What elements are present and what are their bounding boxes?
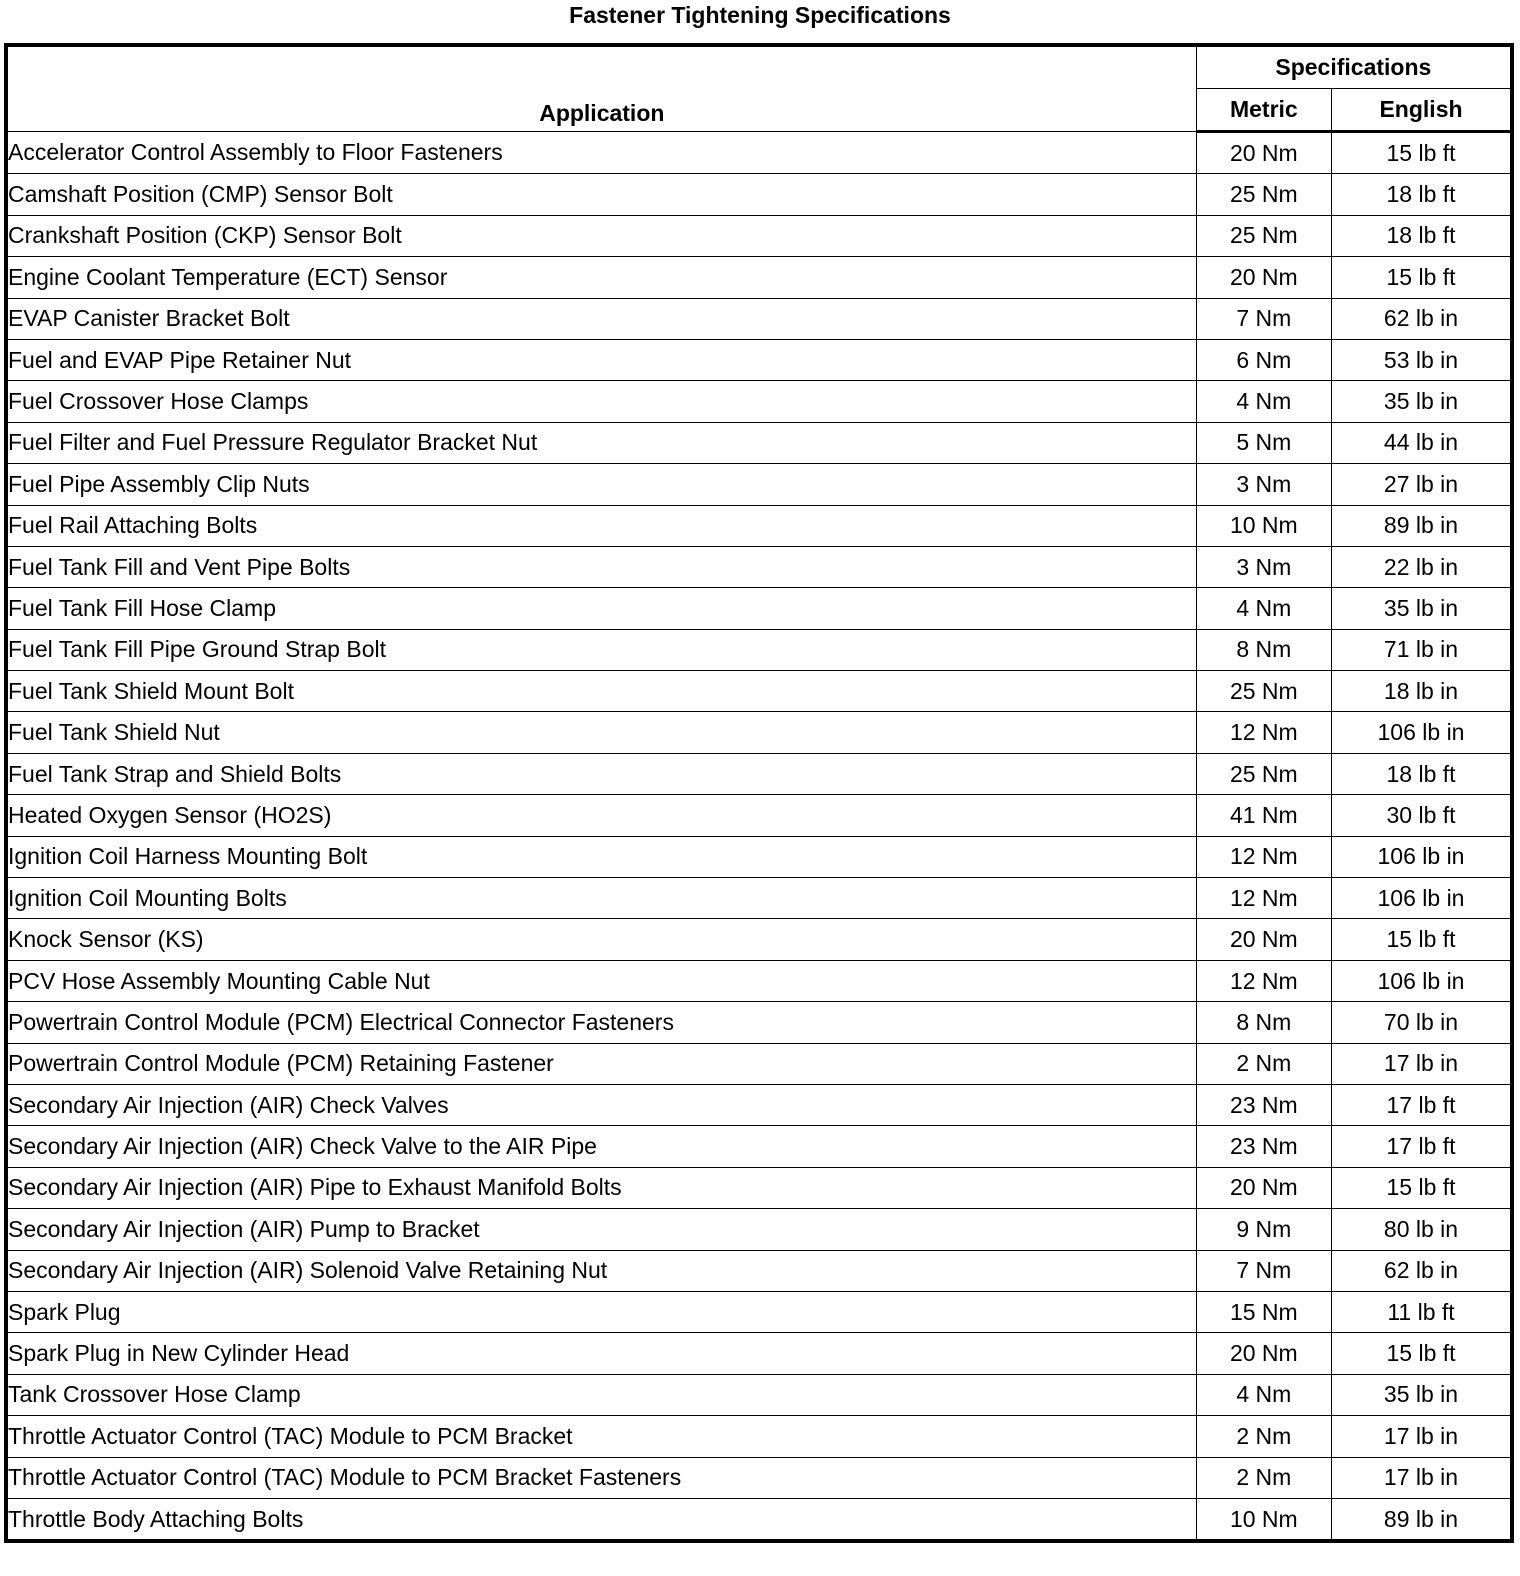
application-cell: Crankshaft Position (CKP) Sensor Bolt — [6, 215, 1196, 256]
table-row — [6, 588, 1512, 629]
metric-cell: 12 Nm — [1196, 836, 1331, 877]
table-row — [6, 381, 1512, 422]
table-row — [6, 1084, 1512, 1125]
english-cell: 70 lb in — [1332, 1002, 1512, 1043]
application-cell: Accelerator Control Assembly to Floor Fasteners — [6, 132, 1196, 174]
table-row — [6, 1167, 1512, 1208]
table-row — [6, 629, 1512, 670]
table-row — [6, 132, 1512, 174]
table-body — [6, 132, 1512, 1542]
table-row — [6, 671, 1512, 712]
english-cell: 62 lb in — [1332, 298, 1512, 339]
english-cell: 27 lb in — [1332, 464, 1512, 505]
application-cell: Fuel Crossover Hose Clamps — [6, 381, 1196, 422]
metric-cell: 25 Nm — [1196, 215, 1331, 256]
table-row — [6, 836, 1512, 877]
english-cell: 15 lb ft — [1332, 132, 1512, 174]
metric-cell: 23 Nm — [1196, 1084, 1331, 1125]
application-cell: Tank Crossover Hose Clamp — [6, 1374, 1196, 1415]
metric-cell: 25 Nm — [1196, 753, 1331, 794]
metric-cell: 2 Nm — [1196, 1043, 1331, 1084]
table-row — [6, 1457, 1512, 1498]
table-row — [6, 546, 1512, 587]
application-cell: Throttle Actuator Control (TAC) Module to PCM Bracket Fasteners — [6, 1457, 1196, 1498]
application-cell: EVAP Canister Bracket Bolt — [6, 298, 1196, 339]
application-cell: Fuel Filter and Fuel Pressure Regulator Bracket Nut — [6, 422, 1196, 463]
table-row — [6, 215, 1512, 256]
header-english: English — [1332, 89, 1512, 132]
table-row — [6, 339, 1512, 380]
application-cell: Secondary Air Injection (AIR) Check Valves — [6, 1084, 1196, 1125]
table-row — [6, 174, 1512, 215]
application-cell: Throttle Actuator Control (TAC) Module to PCM Bracket — [6, 1416, 1196, 1457]
english-cell: 53 lb in — [1332, 339, 1512, 380]
table-row — [6, 298, 1512, 339]
metric-cell: 20 Nm — [1196, 1333, 1331, 1374]
application-cell: Spark Plug — [6, 1291, 1196, 1332]
english-cell: 11 lb ft — [1332, 1291, 1512, 1332]
application-cell: Secondary Air Injection (AIR) Pipe to Exhaust Manifold Bolts — [6, 1167, 1196, 1208]
application-cell: Powertrain Control Module (PCM) Retaining Fastener — [6, 1043, 1196, 1084]
english-cell: 17 lb ft — [1332, 1126, 1512, 1167]
metric-cell: 4 Nm — [1196, 588, 1331, 629]
application-cell: Fuel Tank Fill and Vent Pipe Bolts — [6, 546, 1196, 587]
table-row — [6, 505, 1512, 546]
table-row — [6, 1002, 1512, 1043]
metric-cell: 20 Nm — [1196, 919, 1331, 960]
metric-cell: 25 Nm — [1196, 174, 1331, 215]
english-cell: 22 lb in — [1332, 546, 1512, 587]
application-cell: Powertrain Control Module (PCM) Electrical Connector Fasteners — [6, 1002, 1196, 1043]
metric-cell: 10 Nm — [1196, 505, 1331, 546]
english-cell: 18 lb ft — [1332, 215, 1512, 256]
application-cell: Fuel Rail Attaching Bolts — [6, 505, 1196, 546]
metric-cell: 2 Nm — [1196, 1457, 1331, 1498]
english-cell: 106 lb in — [1332, 960, 1512, 1001]
table-row — [6, 1209, 1512, 1250]
english-cell: 62 lb in — [1332, 1250, 1512, 1291]
metric-cell: 10 Nm — [1196, 1498, 1331, 1541]
english-cell: 15 lb ft — [1332, 1333, 1512, 1374]
metric-cell: 4 Nm — [1196, 381, 1331, 422]
english-cell: 44 lb in — [1332, 422, 1512, 463]
table-row — [6, 464, 1512, 505]
table-row — [6, 753, 1512, 794]
header-application: Application — [6, 45, 1196, 132]
application-cell: Secondary Air Injection (AIR) Check Valve to the AIR Pipe — [6, 1126, 1196, 1167]
metric-cell: 12 Nm — [1196, 960, 1331, 1001]
application-cell: Fuel Tank Shield Mount Bolt — [6, 671, 1196, 712]
table-row — [6, 712, 1512, 753]
table-row — [6, 1126, 1512, 1167]
application-cell: Fuel Pipe Assembly Clip Nuts — [6, 464, 1196, 505]
english-cell: 71 lb in — [1332, 629, 1512, 670]
application-cell: Fuel Tank Strap and Shield Bolts — [6, 753, 1196, 794]
application-cell: Spark Plug in New Cylinder Head — [6, 1333, 1196, 1374]
metric-cell: 25 Nm — [1196, 671, 1331, 712]
page-title: Fastener Tightening Specifications — [569, 2, 951, 28]
metric-cell: 12 Nm — [1196, 712, 1331, 753]
metric-cell: 20 Nm — [1196, 257, 1331, 298]
english-cell: 30 lb ft — [1332, 795, 1512, 836]
table-row — [6, 1333, 1512, 1374]
metric-cell: 8 Nm — [1196, 1002, 1331, 1043]
application-cell: Engine Coolant Temperature (ECT) Sensor — [6, 257, 1196, 298]
application-cell: Fuel and EVAP Pipe Retainer Nut — [6, 339, 1196, 380]
english-cell: 106 lb in — [1332, 836, 1512, 877]
english-cell: 17 lb in — [1332, 1416, 1512, 1457]
header-metric: Metric — [1196, 89, 1331, 132]
english-cell: 15 lb ft — [1332, 1167, 1512, 1208]
application-cell: Throttle Body Attaching Bolts — [6, 1498, 1196, 1541]
application-cell: Fuel Tank Fill Pipe Ground Strap Bolt — [6, 629, 1196, 670]
application-cell: Fuel Tank Shield Nut — [6, 712, 1196, 753]
table-row — [6, 1374, 1512, 1415]
application-cell: Secondary Air Injection (AIR) Solenoid Valve Retaining Nut — [6, 1250, 1196, 1291]
application-cell: Camshaft Position (CMP) Sensor Bolt — [6, 174, 1196, 215]
english-cell: 18 lb ft — [1332, 174, 1512, 215]
english-cell: 35 lb in — [1332, 588, 1512, 629]
application-cell: Secondary Air Injection (AIR) Pump to Bracket — [6, 1209, 1196, 1250]
english-cell: 17 lb ft — [1332, 1084, 1512, 1125]
metric-cell: 20 Nm — [1196, 132, 1331, 174]
metric-cell: 20 Nm — [1196, 1167, 1331, 1208]
application-cell: PCV Hose Assembly Mounting Cable Nut — [6, 960, 1196, 1001]
metric-cell: 5 Nm — [1196, 422, 1331, 463]
table-row — [6, 960, 1512, 1001]
metric-cell: 3 Nm — [1196, 464, 1331, 505]
metric-cell: 12 Nm — [1196, 878, 1331, 919]
application-cell: Ignition Coil Harness Mounting Bolt — [6, 836, 1196, 877]
english-cell: 15 lb ft — [1332, 257, 1512, 298]
metric-cell: 6 Nm — [1196, 339, 1331, 380]
metric-cell: 41 Nm — [1196, 795, 1331, 836]
english-cell: 106 lb in — [1332, 878, 1512, 919]
metric-cell: 9 Nm — [1196, 1209, 1331, 1250]
table-row — [6, 1043, 1512, 1084]
metric-cell: 4 Nm — [1196, 1374, 1331, 1415]
english-cell: 18 lb in — [1332, 671, 1512, 712]
english-cell: 80 lb in — [1332, 1209, 1512, 1250]
table-row — [6, 919, 1512, 960]
table-row — [6, 1498, 1512, 1541]
metric-cell: 8 Nm — [1196, 629, 1331, 670]
english-cell: 18 lb ft — [1332, 753, 1512, 794]
table-row — [6, 1416, 1512, 1457]
english-cell: 17 lb in — [1332, 1457, 1512, 1498]
fastener-spec-table — [4, 43, 1514, 1543]
table-row — [6, 1250, 1512, 1291]
application-cell: Fuel Tank Fill Hose Clamp — [6, 588, 1196, 629]
english-cell: 35 lb in — [1332, 1374, 1512, 1415]
application-cell: Ignition Coil Mounting Bolts — [6, 878, 1196, 919]
table-row — [6, 257, 1512, 298]
english-cell: 15 lb ft — [1332, 919, 1512, 960]
metric-cell: 15 Nm — [1196, 1291, 1331, 1332]
english-cell: 106 lb in — [1332, 712, 1512, 753]
table-row — [6, 878, 1512, 919]
metric-cell: 7 Nm — [1196, 298, 1331, 339]
metric-cell: 7 Nm — [1196, 1250, 1331, 1291]
metric-cell: 23 Nm — [1196, 1126, 1331, 1167]
application-cell: Knock Sensor (KS) — [6, 919, 1196, 960]
table-row — [6, 1291, 1512, 1332]
english-cell: 89 lb in — [1332, 505, 1512, 546]
metric-cell: 2 Nm — [1196, 1416, 1331, 1457]
header-specifications: Specifications — [1196, 45, 1512, 89]
table-row — [6, 795, 1512, 836]
application-cell: Heated Oxygen Sensor (HO2S) — [6, 795, 1196, 836]
table-row — [6, 422, 1512, 463]
english-cell: 89 lb in — [1332, 1498, 1512, 1541]
english-cell: 17 lb in — [1332, 1043, 1512, 1084]
metric-cell: 3 Nm — [1196, 546, 1331, 587]
english-cell: 35 lb in — [1332, 381, 1512, 422]
